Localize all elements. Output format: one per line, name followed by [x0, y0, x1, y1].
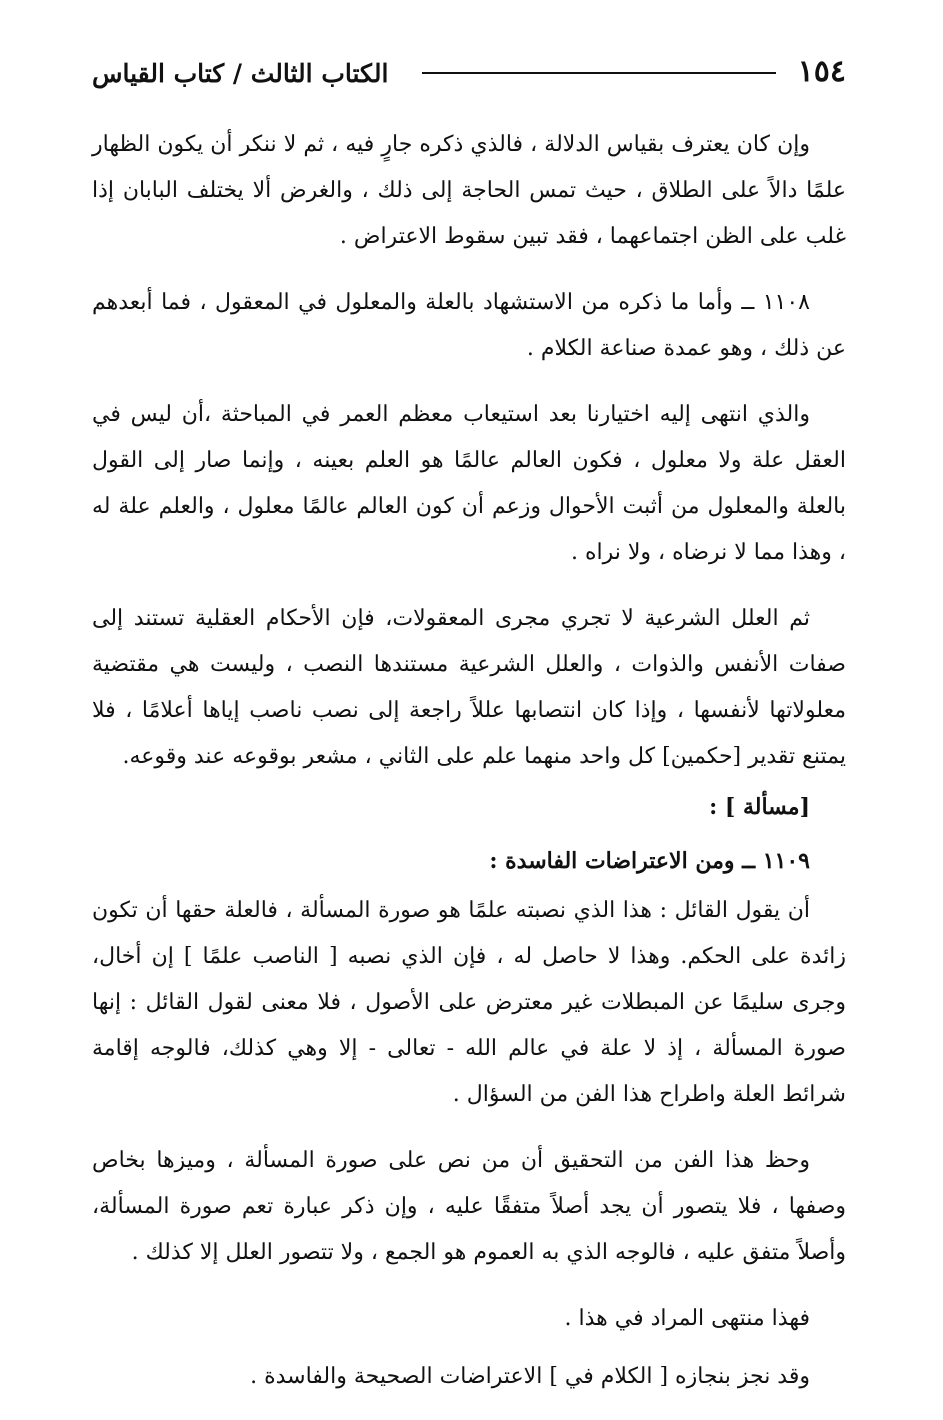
paragraph-7: فهذا منتهى المراد في هذا .	[564, 1306, 810, 1331]
paragraph-8: وقد نجز بنجازه [ الكلام في ] الاعتراضات الصحيحة والفاسدة .	[250, 1364, 810, 1389]
page-body	[92, 122, 846, 1420]
page-header	[92, 52, 846, 98]
paragraph-4: ثم العلل الشرعية لا تجري مجرى المعقولات، فإن الأحكام العقلية تستند إلى صفات الأنفس والذوات ، والعلل الشرعية مستندها النصب ، وليست هي مقتضية معلولاتها لأنفسها ، وإذا كان انتصابها عللاً راجعة إلى نصب ناصب إياها أعلامًا ، فلا يمتنع تقدير [حكمين] كل واحد منهما علم على الثاني ، مشعر بوقوعه عند وقوعه.	[92, 606, 846, 769]
header-rule	[422, 72, 776, 74]
paragraph-6: وحظ هذا الفن من التحقيق أن من نص على صورة المسألة ، وميزها بخاص وصفها ، فلا يتصور أن يجد أصلاً متفقًا عليه ، وإن ذكر عبارة تعم صورة المسألة، وأصلاً متفق عليه ، فالوجه الذي به العموم هو الجمع ، ولا تتصور العلل إلا كذلك .	[92, 1148, 846, 1265]
section-heading-masala: [مسألة ] :	[709, 794, 810, 820]
paragraph-1: وإن كان يعترف بقياس الدلالة ، فالذي ذكره جارٍ فيه ، ثم لا ننكر أن يكون الظهار علمًا دالاً على الطلاق ، حيث تمس الحاجة إلى ذلك ، والغرض ألا يختلف البابان إذا غلب على الظن اجتماعهما ، فقد تبين سقوط الاعتراض .	[92, 132, 847, 249]
paragraph-5: أن يقول القائل : هذا الذي نصبته علمًا هو صورة المسألة ، فالعلة حقها أن تكون زائدة على الحكم. وهذا لا حاصل له ، فإن الذي نصبه [ الناصب علمًا ] إن أخال، وجرى سليمًا عن المبطلات غير معترض على الأصول ، فلا معنى لقول القائل : إنها صورة المسألة ، إذ لا علة في عالم الله - تعالى - إلا وهي كذلك، فالوجه إقامة شرائط العلة واطراح هذا الفن من السؤال .	[92, 898, 846, 1107]
paragraph-3: والذي انتهى إليه اختيارنا بعد استيعاب معظم العمر في المباحثة ،أن ليس في العقل علة ولا معلول ، فكون العالم عالمًا هو العلم بعينه ، وإنما صار إلى القول بالعلة والمعلول من أثبت الأحوال وزعم أن كون العالم عالمًا معلول ، والعلم علة له ، وهذا مما لا نرضاه ، ولا نراه .	[92, 402, 846, 565]
page-number: ١٥٤	[797, 54, 846, 89]
paragraph-1108: ١١٠٨ ــ وأما ما ذكره من الاستشهاد بالعلة والمعلول في المعقول ، فما أبعدهم عن ذلك ، وهو عمدة صناعة الكلام .	[92, 290, 846, 361]
running-title: الكتاب الثالث / كتاب القياس	[92, 59, 389, 88]
section-heading-1109: ١١٠٩ ــ ومن الاعتراضات الفاسدة :	[489, 848, 810, 874]
